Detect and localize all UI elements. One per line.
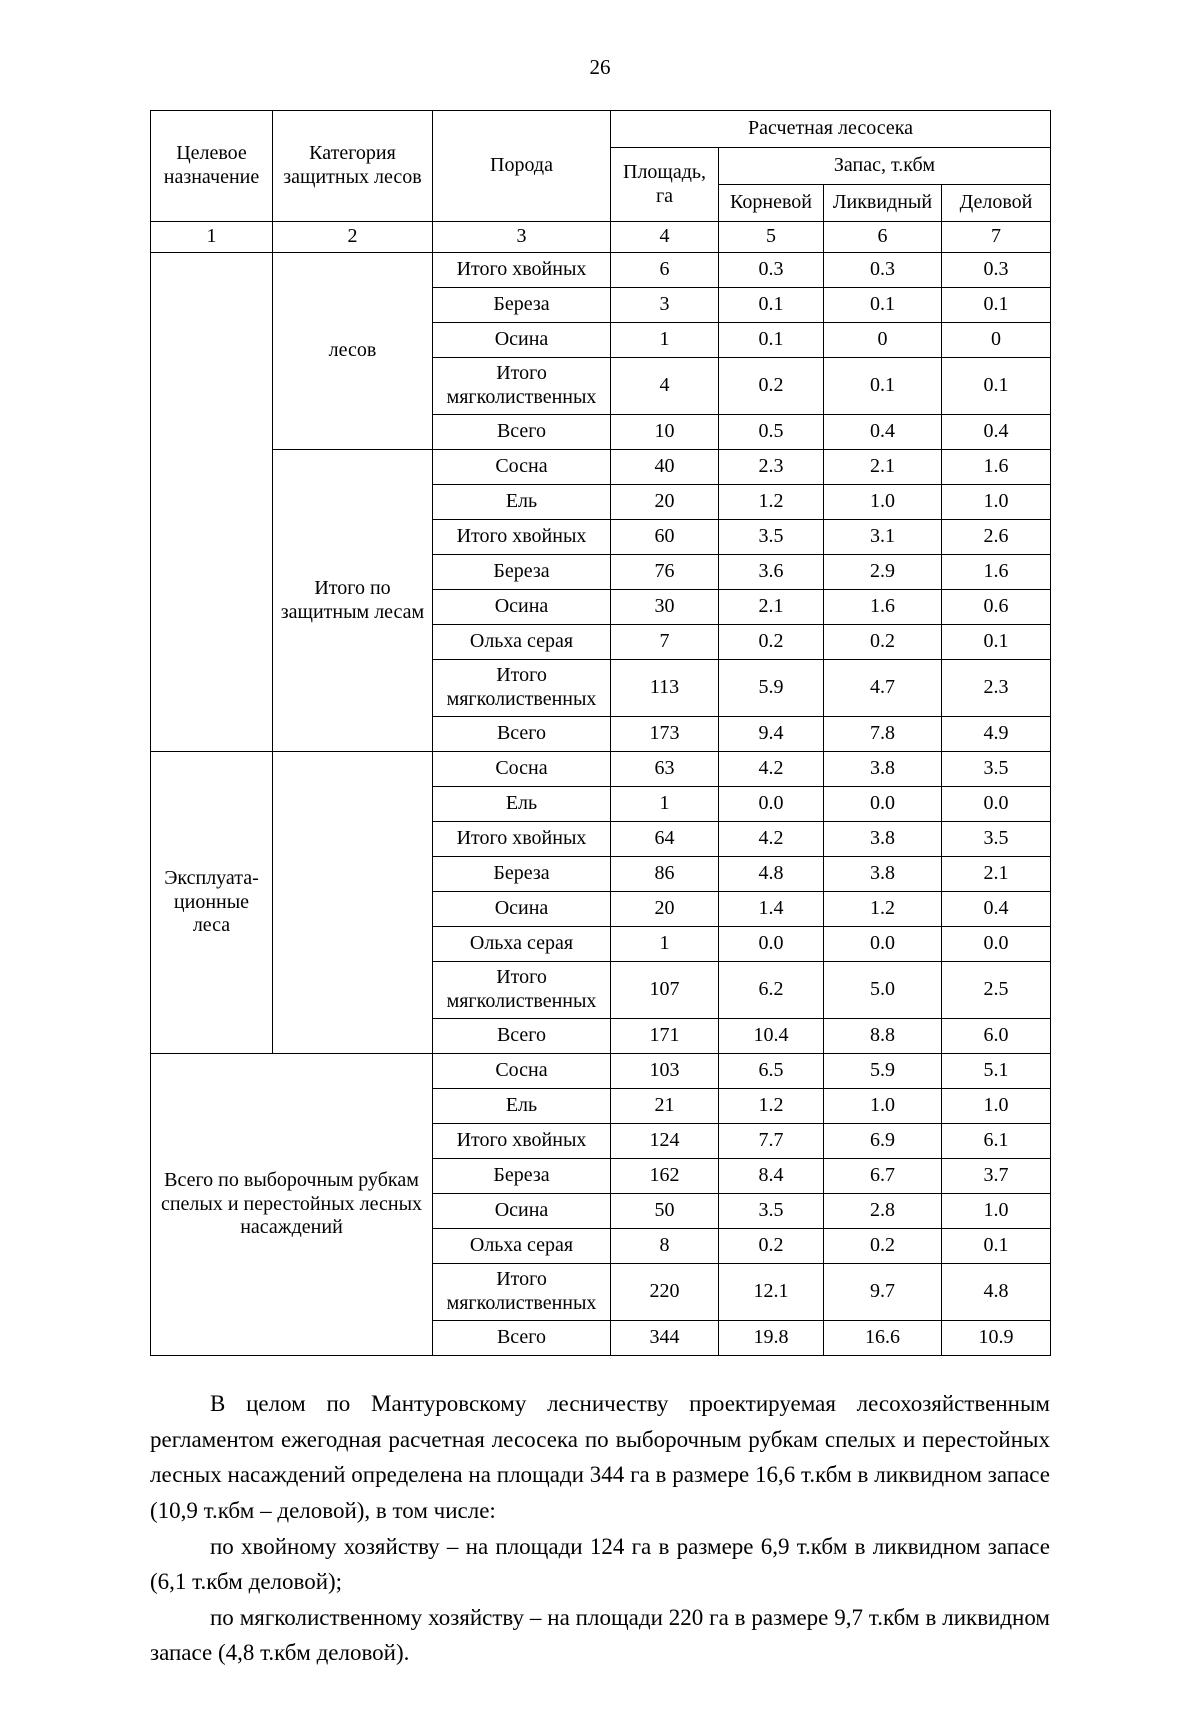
row-liquid: 6.7 bbox=[824, 1159, 942, 1194]
row-species: Всего bbox=[433, 717, 611, 752]
row-business: 3.7 bbox=[942, 1159, 1051, 1194]
header-stock-root: Корневой bbox=[719, 185, 824, 222]
row-business: 0.3 bbox=[942, 253, 1051, 288]
table-header-row-1 bbox=[151, 111, 1051, 148]
row-root: 0.1 bbox=[719, 323, 824, 358]
row-root: 12.1 bbox=[719, 1264, 824, 1321]
row-category-forests: лесов bbox=[273, 253, 433, 450]
paragraph-summary: В целом по Мантуровскому лесничеству проектируемая лесохозяйственным регламентом ежегодная расчетная лесосека по выборочным рубкам спелых и перестойных лесных насаждений определена на площади 344 га в размере 16,6 т.кбм в ликвидном запасе (10,9 т.кбм – деловой), в том числе: bbox=[150, 1391, 1050, 1523]
row-liquid: 7.8 bbox=[824, 717, 942, 752]
row-area: 40 bbox=[611, 450, 719, 485]
row-category-total-protective: Итого по защитным лесам bbox=[273, 450, 433, 752]
row-root: 4.8 bbox=[719, 857, 824, 892]
row-business: 6.1 bbox=[942, 1124, 1051, 1159]
row-area: 4 bbox=[611, 358, 719, 415]
row-business: 0.1 bbox=[942, 358, 1051, 415]
row-species: Береза bbox=[433, 288, 611, 323]
row-root: 0.0 bbox=[719, 927, 824, 962]
header-area: Площадь, га bbox=[611, 148, 719, 222]
row-species: Осина bbox=[433, 892, 611, 927]
row-area: 20 bbox=[611, 485, 719, 520]
row-business: 1.0 bbox=[942, 1089, 1051, 1124]
row-liquid: 16.6 bbox=[824, 1321, 942, 1356]
row-business: 1.6 bbox=[942, 450, 1051, 485]
row-liquid: 5.9 bbox=[824, 1054, 942, 1089]
row-root: 0.0 bbox=[719, 787, 824, 822]
row-business: 0.4 bbox=[942, 415, 1051, 450]
row-business: 1.0 bbox=[942, 1194, 1051, 1229]
row-area: 171 bbox=[611, 1019, 719, 1054]
row-root: 1.2 bbox=[719, 1089, 824, 1124]
row-root: 10.4 bbox=[719, 1019, 824, 1054]
cutting-area-table bbox=[150, 110, 1051, 1356]
row-root: 1.4 bbox=[719, 892, 824, 927]
row-species: Береза bbox=[433, 555, 611, 590]
paragraph-coniferous: по хвойному хозяйству – на площади 124 га в размере 6,9 т.кбм в ликвидном запасе (6,1 т.кбм деловой); bbox=[150, 1533, 1050, 1595]
row-species: Итого мягколиственных bbox=[433, 358, 611, 415]
row-business: 0.6 bbox=[942, 590, 1051, 625]
colnum-4: 4 bbox=[611, 222, 719, 253]
row-species: Ольха серая bbox=[433, 625, 611, 660]
header-cutting-area-group: Расчетная лесосека bbox=[611, 111, 1051, 148]
row-species: Всего bbox=[433, 1321, 611, 1356]
row-root: 8.4 bbox=[719, 1159, 824, 1194]
row-root: 3.5 bbox=[719, 1194, 824, 1229]
row-liquid: 3.1 bbox=[824, 520, 942, 555]
row-business: 2.6 bbox=[942, 520, 1051, 555]
row-species: Итого мягколиственных bbox=[433, 660, 611, 717]
row-business: 0.1 bbox=[942, 1229, 1051, 1264]
row-area: 30 bbox=[611, 590, 719, 625]
row-category-empty bbox=[273, 752, 433, 1054]
row-liquid: 5.0 bbox=[824, 962, 942, 1019]
colnum-5: 5 bbox=[719, 222, 824, 253]
row-liquid: 0.1 bbox=[824, 358, 942, 415]
row-liquid: 4.7 bbox=[824, 660, 942, 717]
row-business: 0.4 bbox=[942, 892, 1051, 927]
row-area: 124 bbox=[611, 1124, 719, 1159]
row-area: 103 bbox=[611, 1054, 719, 1089]
row-root: 0.2 bbox=[719, 625, 824, 660]
row-root: 1.2 bbox=[719, 485, 824, 520]
row-liquid: 0 bbox=[824, 323, 942, 358]
row-root: 0.3 bbox=[719, 253, 824, 288]
row-area: 107 bbox=[611, 962, 719, 1019]
row-species: Всего bbox=[433, 415, 611, 450]
row-area: 173 bbox=[611, 717, 719, 752]
row-species: Итого мягколиственных bbox=[433, 962, 611, 1019]
row-area: 76 bbox=[611, 555, 719, 590]
row-liquid: 0.3 bbox=[824, 253, 942, 288]
colnum-2: 2 bbox=[273, 222, 433, 253]
row-area: 344 bbox=[611, 1321, 719, 1356]
row-liquid: 2.9 bbox=[824, 555, 942, 590]
row-area: 86 bbox=[611, 857, 719, 892]
row-species: Береза bbox=[433, 1159, 611, 1194]
row-business: 0.1 bbox=[942, 625, 1051, 660]
colnum-3: 3 bbox=[433, 222, 611, 253]
row-species: Итого хвойных bbox=[433, 1124, 611, 1159]
row-total-selective-cuttings: Всего по выборочным рубкам спелых и перестойных лесных насаждений bbox=[151, 1054, 433, 1356]
row-liquid: 2.8 bbox=[824, 1194, 942, 1229]
row-species: Осина bbox=[433, 323, 611, 358]
colnum-7: 7 bbox=[942, 222, 1051, 253]
table-row bbox=[151, 752, 1051, 787]
row-liquid: 1.0 bbox=[824, 1089, 942, 1124]
row-species: Береза bbox=[433, 857, 611, 892]
header-stock-business: Деловой bbox=[942, 185, 1051, 222]
row-species: Осина bbox=[433, 1194, 611, 1229]
row-area: 50 bbox=[611, 1194, 719, 1229]
row-business: 6.0 bbox=[942, 1019, 1051, 1054]
row-area: 220 bbox=[611, 1264, 719, 1321]
row-business: 2.3 bbox=[942, 660, 1051, 717]
row-area: 6 bbox=[611, 253, 719, 288]
row-business: 2.5 bbox=[942, 962, 1051, 1019]
row-root: 0.2 bbox=[719, 358, 824, 415]
row-business: 4.8 bbox=[942, 1264, 1051, 1321]
header-stock-liquid: Ликвидный bbox=[824, 185, 942, 222]
paragraph-softwood: по мягколиственному хозяйству – на площади 220 га в размере 9,7 т.кбм в ликвидном запасе (4,8 т.кбм деловой). bbox=[150, 1604, 1050, 1666]
row-root: 4.2 bbox=[719, 752, 824, 787]
row-liquid: 1.2 bbox=[824, 892, 942, 927]
row-area: 7 bbox=[611, 625, 719, 660]
row-species: Итого хвойных bbox=[433, 822, 611, 857]
row-business: 0.0 bbox=[942, 787, 1051, 822]
row-species: Ольха серая bbox=[433, 1229, 611, 1264]
row-root: 6.5 bbox=[719, 1054, 824, 1089]
row-species: Итого хвойных bbox=[433, 253, 611, 288]
row-species: Ель bbox=[433, 787, 611, 822]
header-purpose: Целевое назначение bbox=[151, 111, 273, 222]
row-business: 1.0 bbox=[942, 485, 1051, 520]
row-root: 0.1 bbox=[719, 288, 824, 323]
row-root: 7.7 bbox=[719, 1124, 824, 1159]
row-area: 60 bbox=[611, 520, 719, 555]
row-root: 6.2 bbox=[719, 962, 824, 1019]
row-liquid: 0.0 bbox=[824, 927, 942, 962]
row-species: Сосна bbox=[433, 1054, 611, 1089]
row-liquid: 3.8 bbox=[824, 857, 942, 892]
row-liquid: 0.0 bbox=[824, 787, 942, 822]
row-liquid: 0.2 bbox=[824, 1229, 942, 1264]
row-liquid: 1.0 bbox=[824, 485, 942, 520]
row-area: 1 bbox=[611, 323, 719, 358]
row-purpose-protective bbox=[151, 253, 273, 752]
row-root: 2.3 bbox=[719, 450, 824, 485]
table-row bbox=[151, 450, 1051, 485]
row-liquid: 0.4 bbox=[824, 415, 942, 450]
row-business: 1.6 bbox=[942, 555, 1051, 590]
row-purpose-exploitation: Эксплуата-ционные леса bbox=[151, 752, 273, 1054]
row-root: 2.1 bbox=[719, 590, 824, 625]
row-species: Сосна bbox=[433, 450, 611, 485]
table-row bbox=[151, 253, 1051, 288]
row-liquid: 8.8 bbox=[824, 1019, 942, 1054]
page-number: 26 bbox=[589, 55, 611, 79]
row-root: 0.5 bbox=[719, 415, 824, 450]
row-liquid: 0.1 bbox=[824, 288, 942, 323]
row-business: 0.1 bbox=[942, 288, 1051, 323]
row-liquid: 3.8 bbox=[824, 752, 942, 787]
row-root: 9.4 bbox=[719, 717, 824, 752]
row-area: 10 bbox=[611, 415, 719, 450]
row-species: Сосна bbox=[433, 752, 611, 787]
row-liquid: 9.7 bbox=[824, 1264, 942, 1321]
row-area: 64 bbox=[611, 822, 719, 857]
row-business: 2.1 bbox=[942, 857, 1051, 892]
row-species: Итого хвойных bbox=[433, 520, 611, 555]
row-species: Ель bbox=[433, 485, 611, 520]
header-species: Порода bbox=[433, 111, 611, 222]
row-area: 1 bbox=[611, 927, 719, 962]
row-liquid: 2.1 bbox=[824, 450, 942, 485]
colnum-6: 6 bbox=[824, 222, 942, 253]
row-business: 3.5 bbox=[942, 822, 1051, 857]
row-root: 3.5 bbox=[719, 520, 824, 555]
row-area: 3 bbox=[611, 288, 719, 323]
table-column-numbers-row bbox=[151, 222, 1051, 253]
row-liquid: 6.9 bbox=[824, 1124, 942, 1159]
body-text bbox=[150, 1386, 1050, 1671]
row-business: 3.5 bbox=[942, 752, 1051, 787]
row-business: 4.9 bbox=[942, 717, 1051, 752]
row-business: 0 bbox=[942, 323, 1051, 358]
row-species: Ель bbox=[433, 1089, 611, 1124]
colnum-1: 1 bbox=[151, 222, 273, 253]
row-species: Всего bbox=[433, 1019, 611, 1054]
row-species: Ольха серая bbox=[433, 927, 611, 962]
row-species: Осина bbox=[433, 590, 611, 625]
row-business: 5.1 bbox=[942, 1054, 1051, 1089]
table-row bbox=[151, 1054, 1051, 1089]
row-liquid: 0.2 bbox=[824, 625, 942, 660]
row-root: 5.9 bbox=[719, 660, 824, 717]
header-category: Категория защитных лесов bbox=[273, 111, 433, 222]
row-area: 20 bbox=[611, 892, 719, 927]
row-business: 0.0 bbox=[942, 927, 1051, 962]
row-liquid: 1.6 bbox=[824, 590, 942, 625]
row-liquid: 3.8 bbox=[824, 822, 942, 857]
row-area: 21 bbox=[611, 1089, 719, 1124]
row-area: 8 bbox=[611, 1229, 719, 1264]
row-business: 10.9 bbox=[942, 1321, 1051, 1356]
header-stock: Запас, т.кбм bbox=[719, 148, 1051, 185]
row-root: 3.6 bbox=[719, 555, 824, 590]
row-root: 4.2 bbox=[719, 822, 824, 857]
row-area: 63 bbox=[611, 752, 719, 787]
row-species: Итого мягколиственных bbox=[433, 1264, 611, 1321]
row-root: 19.8 bbox=[719, 1321, 824, 1356]
row-area: 1 bbox=[611, 787, 719, 822]
row-area: 162 bbox=[611, 1159, 719, 1194]
row-area: 113 bbox=[611, 660, 719, 717]
row-root: 0.2 bbox=[719, 1229, 824, 1264]
